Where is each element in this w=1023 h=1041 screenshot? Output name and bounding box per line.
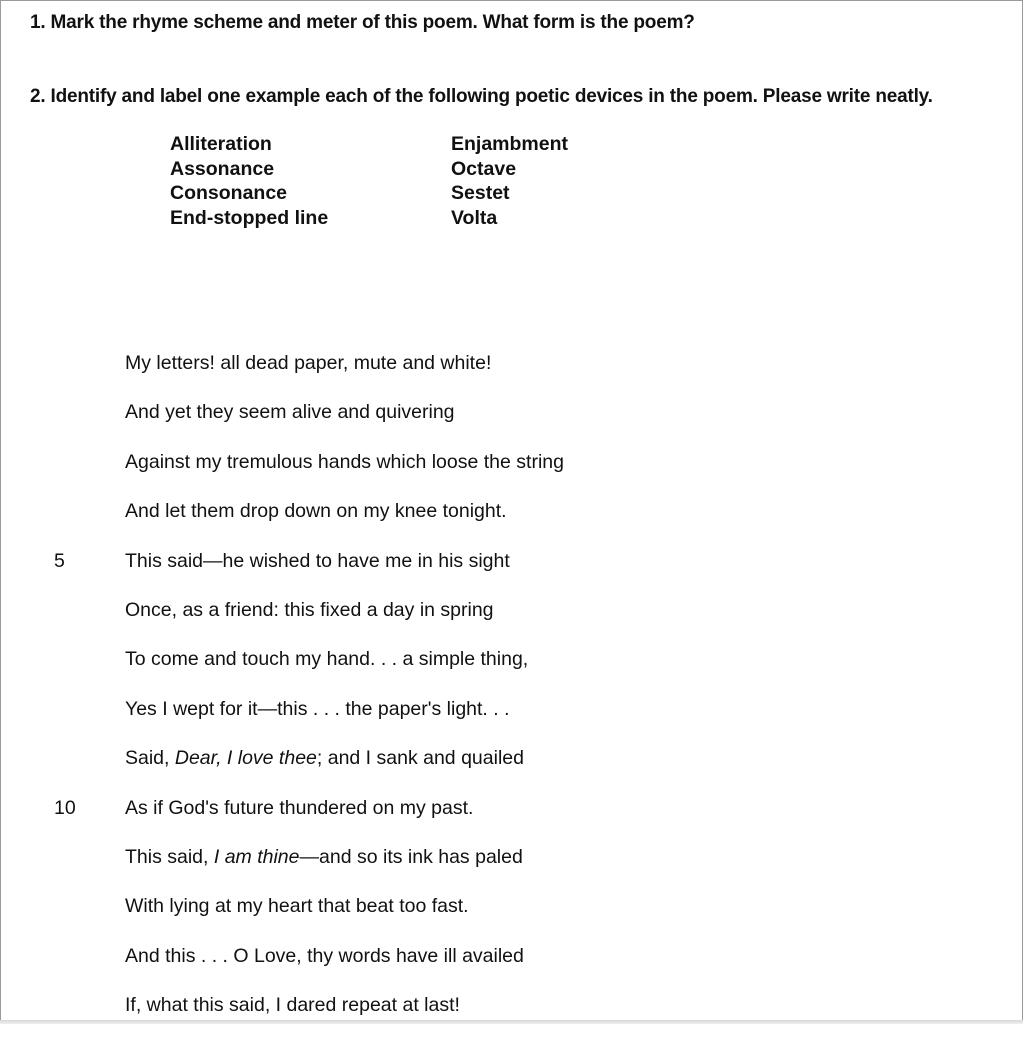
device-term: Octave [451, 157, 517, 180]
poem-line-14 [0, 992, 1023, 1041]
line-number: 10 [54, 796, 76, 819]
poem-line-10 [0, 795, 1023, 844]
device-term: Sestet [451, 182, 510, 204]
poem-line-text: With lying at my heart that beat too fast. [125, 895, 469, 918]
poem-line-12 [0, 893, 1023, 942]
poem-line-6 [0, 597, 1023, 646]
poem-line-text: If, what this said, I dared repeat at last! [125, 994, 460, 1017]
poem-line-9 [0, 745, 1023, 794]
poem-line-3 [0, 449, 1023, 498]
poem-line-8 [0, 696, 1023, 745]
line-number: 5 [54, 549, 65, 572]
device-term: Volta [451, 206, 498, 229]
poem-line-text: To come and touch my hand. . . a simple thing, [125, 648, 529, 671]
poem-line-2 [0, 399, 1023, 448]
poem-line-5 [0, 548, 1023, 597]
poem-line-text: Against my tremulous hands which loose the string [125, 450, 564, 473]
italic-quote: Dear, I love thee [174, 747, 317, 770]
poem-line-text: Once, as a friend: this fixed a day in spring [125, 598, 494, 621]
poem-line-1 [0, 350, 1023, 399]
devices-right-column [451, 132, 568, 230]
question-1: 1. Mark the rhyme scheme and meter of this poem. What form is the poem? [30, 12, 695, 33]
poem-line-text [125, 747, 524, 770]
line-text-start: Said, [125, 747, 175, 770]
device-term: Consonance [170, 182, 288, 204]
poem-line-4 [0, 498, 1023, 547]
line-text-end: —and so its ink has paled [299, 845, 523, 868]
poem-line-text: Yes I wept for it—this . . . the paper's light. . . [125, 697, 510, 720]
poem-line-text: And this . . . O Love, thy words have ill availed [125, 944, 524, 967]
poem-line-11 [0, 844, 1023, 893]
poem-line-text: My letters! all dead paper, mute and white! [125, 352, 492, 374]
question-2: 2. Identify and label one example each of the following poetic devices in the poem. Please write neatly. [30, 86, 933, 107]
device-term: Assonance [170, 157, 275, 180]
poem-line-text: This said—he wished to have me in his sight [125, 549, 510, 572]
poem [0, 350, 1023, 1041]
device-term: Alliteration [170, 133, 272, 155]
line-text-start: This said, [125, 845, 214, 868]
poem-line-text: As if God's future thundered on my past. [125, 796, 474, 819]
poem-line-text [125, 846, 523, 869]
device-term: End-stopped line [170, 206, 329, 229]
poem-line-7 [0, 646, 1023, 695]
poem-line-13 [0, 943, 1023, 992]
poem-line-text: And yet they seem alive and quivering [125, 401, 455, 424]
italic-quote: I am thine [213, 845, 300, 868]
line-text-end: ; and I sank and quailed [316, 747, 524, 770]
devices-left-column [170, 132, 328, 230]
poem-line-text: And let them drop down on my knee tonight. [125, 500, 507, 523]
device-term: Enjambment [451, 133, 569, 155]
